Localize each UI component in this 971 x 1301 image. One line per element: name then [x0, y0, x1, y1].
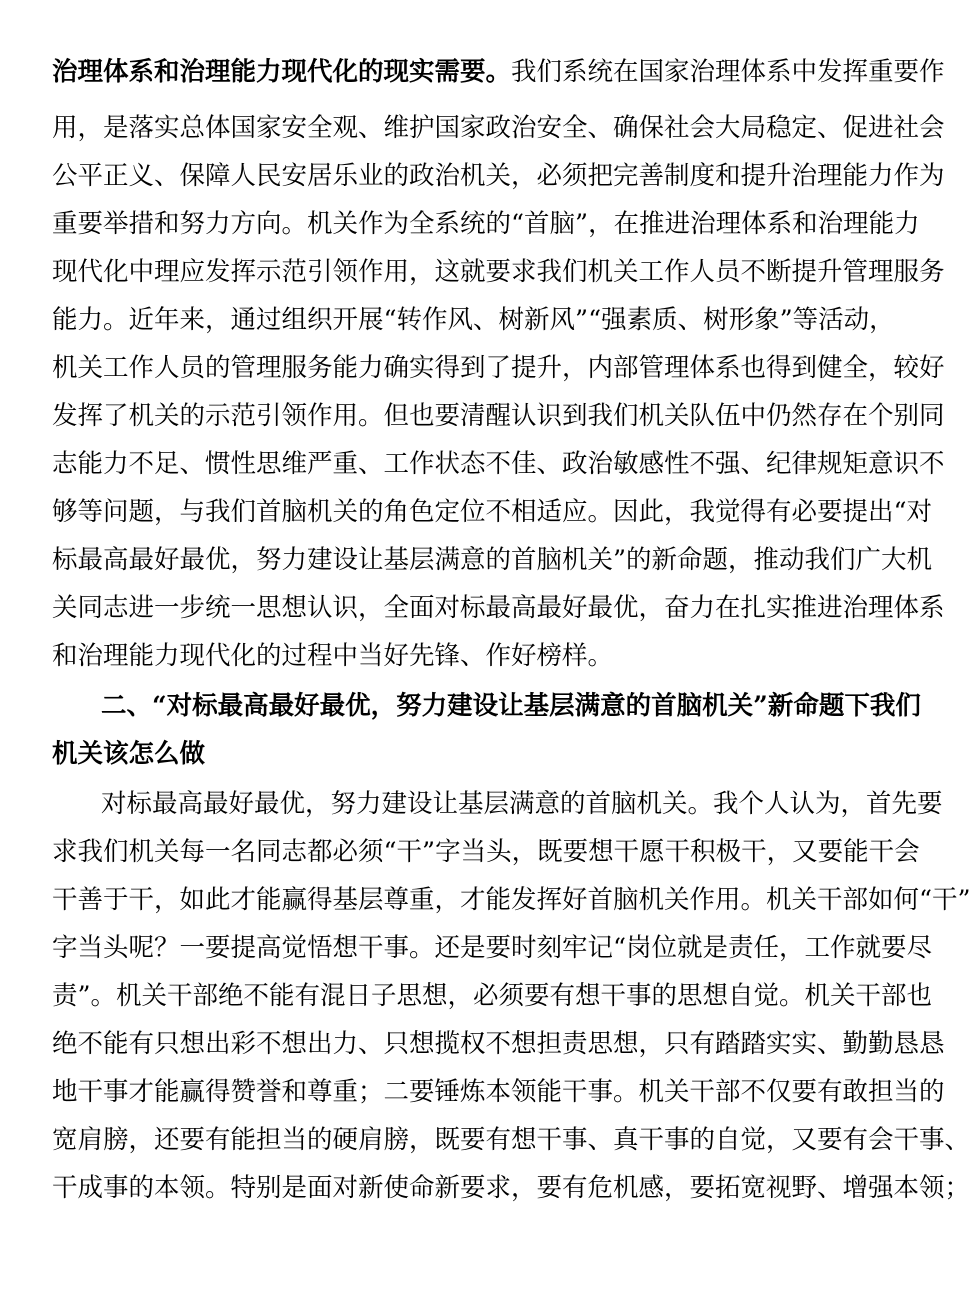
paragraph-lead-bold: 治理体系和治理能力现代化的现实需要。 — [52, 57, 512, 87]
paragraph-line: 重要举措和努力方向。机关作为全系统的“首脑”，在推进治理体系和治理能力 — [52, 209, 920, 239]
paragraph-line: 地干事才能赢得赞誉和尊重；二要锤炼本领能干事。机关干部不仅要有敢担当的 — [52, 1077, 945, 1107]
paragraph-line: 机关工作人员的管理服务能力确实得到了提升，内部管理体系也得到健全，较好 — [52, 353, 945, 383]
paragraph-line: 干成事的本领。特别是面对新使命新要求，要有危机感，要拓宽视野、增强本领； — [52, 1173, 971, 1203]
paragraph-line: 发挥了机关的示范引领作用。但也要清醒认识到我们机关队伍中仍然存在个别同 — [52, 401, 945, 431]
paragraph-line: 干善于干，如此才能赢得基层尊重，才能发挥好首脑机关作用。机关干部如何“干” — [52, 885, 971, 915]
paragraph-line: 对标最高最好最优，努力建设让基层满意的首脑机关。我个人认为，首先要 — [101, 789, 943, 819]
section-heading: 二、“对标最高最好最优，努力建设让基层满意的首脑机关”新命题下我们 — [101, 691, 921, 721]
paragraph-line: 字当头呢？一要提高觉悟想干事。还是要时刻牢记“岗位就是责任，工作就要尽 — [52, 933, 933, 963]
paragraph-line: 用，是落实总体国家安全观、维护国家政治安全、确保社会大局稳定、促进社会 — [52, 113, 945, 143]
paragraph-line: 现代化中理应发挥示范引领作用，这就要求我们机关工作人员不断提升管理服务 — [52, 257, 945, 287]
paragraph-line — [52, 48, 945, 96]
paragraph-line: 够等问题，与我们首脑机关的角色定位不相适应。因此，我觉得有必要提出“对 — [52, 497, 933, 527]
section-heading-continued: 机关该怎么做 — [52, 739, 206, 769]
paragraph-line: 责”。机关干部绝不能有混日子思想，必须要有想干事的思想自觉。机关干部也 — [52, 981, 933, 1011]
paragraph-line: 求我们机关每一名同志都必须“干”字当头，既要想干愿干积极干，又要能干会 — [52, 837, 920, 867]
paragraph-line: 关同志进一步统一思想认识，全面对标最高最好最优，奋力在扎实推进治理体系 — [52, 593, 945, 623]
paragraph-text: 我们系统在国家治理体系中发挥重要作 — [511, 57, 945, 87]
paragraph-line: 宽肩膀，还要有能担当的硬肩膀，既要有想干事、真干事的自觉，又要有会干事、 — [52, 1125, 971, 1155]
paragraph-line: 和治理能力现代化的过程中当好先锋、作好榜样。 — [52, 641, 614, 671]
paragraph-line: 标最高最好最优，努力建设让基层满意的首脑机关”的新命题，推动我们广大机 — [52, 545, 933, 575]
paragraph-line: 绝不能有只想出彩不想出力、只想揽权不想担责思想，只有踏踏实实、勤勤恳恳 — [52, 1029, 945, 1059]
paragraph-line: 志能力不足、惯性思维严重、工作状态不佳、政治敏感性不强、纪律规矩意识不 — [52, 449, 945, 479]
paragraph-line: 能力。近年来，通过组织开展“转作风、树新风”“强素质、树形象”等活动， — [52, 305, 895, 335]
paragraph-line: 公平正义、保障人民安居乐业的政治机关，必须把完善制度和提升治理能力作为 — [52, 161, 945, 191]
